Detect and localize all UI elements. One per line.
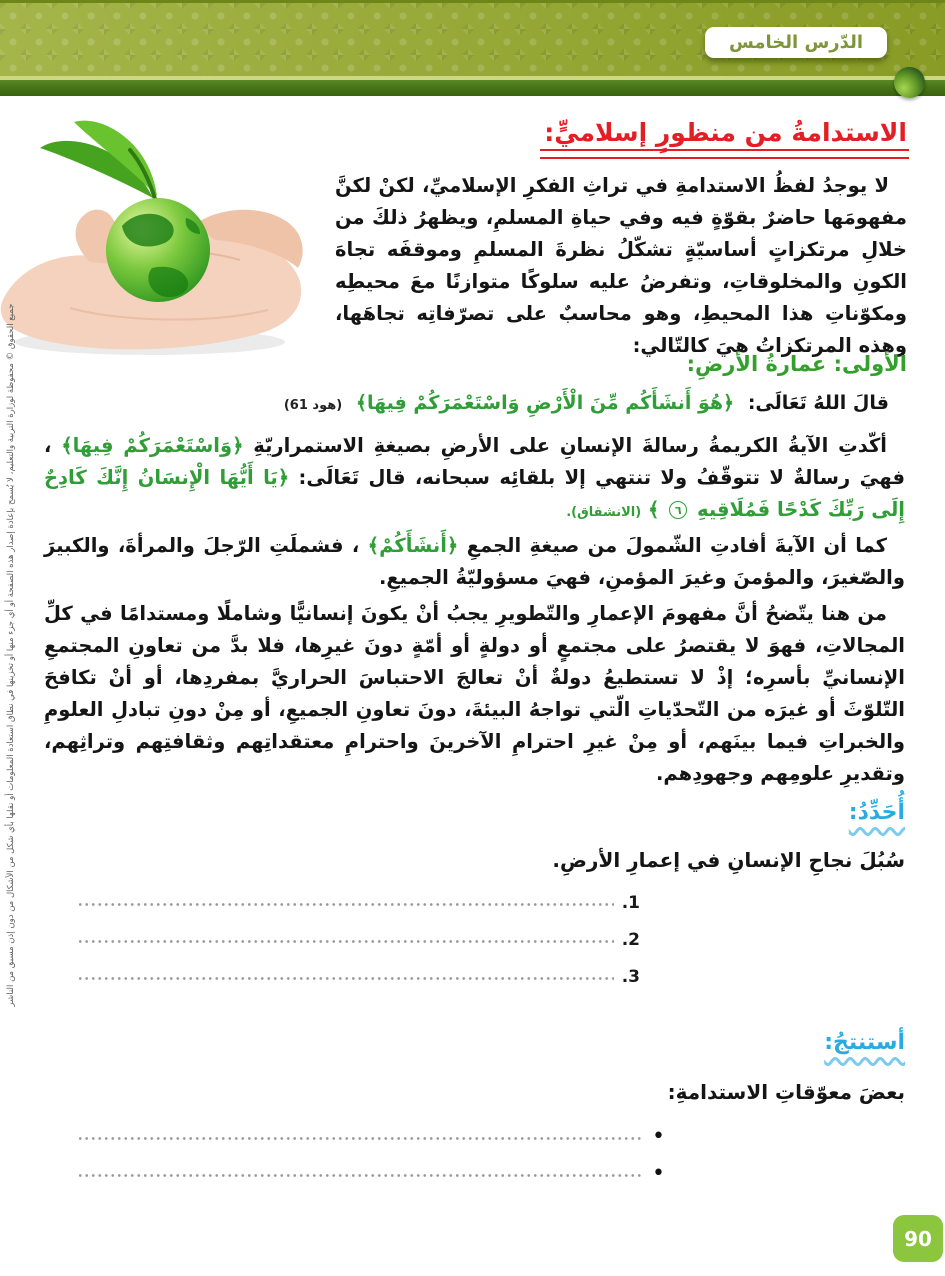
verse-reference-hud: (هود 61)	[283, 398, 343, 413]
paragraph-inclusiveness	[44, 530, 905, 594]
answer-number: 2.	[621, 930, 640, 950]
inline-verse: ﴿أَنشَأَكُمْ﴾	[367, 534, 459, 557]
header-dark-strip	[0, 80, 945, 96]
dotted-line	[77, 900, 614, 909]
paragraph-text: كما أن الآيةَ أفادتِ الشّمولَ من صيغةِ الجمعِ	[458, 534, 887, 557]
answer-line-bullet-2[interactable]	[75, 1159, 665, 1184]
verse-reference-inshiqaq: (الانشقاق).	[566, 504, 642, 520]
answer-line-2[interactable]	[75, 925, 640, 950]
answer-line-3[interactable]	[75, 962, 640, 987]
page-title: الاستدامةُ من منظورٍ إسلاميٍّ:	[544, 118, 907, 153]
answer-line-bullet-1[interactable]	[75, 1122, 665, 1147]
intro-paragraph: لا يوجدُ لفظُ الاستدامةِ في تراثِ الفكرِ الإسلاميِّ، لكنْ لكنَّ مفهومَها حاضرٌ بقوّةٍ فيه وفي حياةِ المسلمِ، ويظهرُ ذلكَ من خلالِ مرتكزاتٍ أساسيّةٍ تشكّلُ نظرةَ المسلمِ وموقفَه تجاهَ الكونِ والمخلوقاتِ، وتفرضُ عليه سلوكًا متوازنًا معَ محيطِه ومكوّناتِ هذا المحيطِ، وهو محاسبٌ على تصرّفاتِه تجاهَها، وهذه المرتكزاتُ هيَ كالتّالي:	[335, 174, 907, 357]
quran-citation-line	[277, 392, 889, 414]
determine-prompt: سُبُلَ نجاحِ الإنسانِ في إعمارِ الأرضِ.	[552, 848, 905, 872]
section-heading: الأولى: عمارةُ الأرضِ:	[686, 352, 907, 376]
ayah-number-marker: ٦	[669, 501, 687, 519]
dotted-line	[77, 1171, 644, 1180]
copyright-vertical-text: جميع الحقوق © محفوظة لوزارة التربية والتعليم، لا يُسمح بإعادة إصدار هذه الصفحة أو أي جزء منها أو تخزينها في نطاق استعادة المعلومات أو نقلها بأي شكل من الأشكال من دون إذن مسبق من الناشر	[6, 303, 16, 1007]
conclude-prompt: بعضَ معوّقاتِ الاستدامةِ:	[667, 1080, 905, 1104]
inline-verse: ﴿يَا أَيُّهَا الْإِنسَانُ إِنَّكَ كَادِحٌ إِلَى رَبِّكَ كَدْحًا فَمُلَاقِيهِ	[44, 465, 905, 521]
paragraph-cooperation: من هنا يتّضحُ أنَّ مفهومَ الإعمارِ والتّطويرِ يجبُ أنْ يكونَ إنسانيًّا وشاملًا ومستدامًا في كلِّ المجالاتِ، فهوَ لا يقتصرُ على مجتمعٍ أو دولةٍ أو أمّةٍ دونَ غيرِها، فلا بدَّ من تعاونِ المجتمعِ الإنسانيِّ بأسرِه؛ إذْ لا تستطيعُ دولةٌ أنْ تعالجَ الاحتباسَ الحراريَّ بمفردِها، أو أنْ تكافحَ التّلوّثَ أو غيرَه من التّحدّياتِ الّتي تواجهُ البيئةَ، دونَ تعاونِ الجميعِ، أو مِنْ دونِ تبادلِ العلومِ والخبراتِ فيما بينَهم، أو مِنْ غيرِ احترامِ الآخرينَ واحترامِ معتقداتِهم وثقافتِهم وتراثِهم، وتقديرِ علومِهم وجهودِهم.	[44, 602, 905, 785]
inline-verse: ﴿وَاسْتَعْمَرَكُمْ فِيهَا﴾	[61, 434, 244, 457]
qala-label: قالَ اللهُ تَعَالَى:	[747, 392, 889, 414]
page-number-badge: 90	[893, 1215, 943, 1262]
dotted-line	[77, 974, 614, 983]
verse-close-bracket: ﴾	[647, 497, 660, 521]
answer-line-1[interactable]	[75, 888, 640, 913]
paragraph-text: ، فشملَتِ الرّجلَ والمرأةَ، والكبيرَ والصّغيرَ، والمؤمنَ وغيرَ المؤمنِ، فهيَ مسؤوليّةُ الجميعِ.	[44, 534, 905, 589]
conclude-answer-lines	[75, 1122, 665, 1196]
bullet-marker: •	[652, 1161, 665, 1186]
paragraph-text: أكّدتِ الآيةُ الكريمةُ رسالةَ الإنسانِ على الأرضِ بصيغةِ الاستمراريّةِ	[243, 434, 887, 457]
answer-number: 3.	[621, 967, 640, 987]
determine-heading: أُحَدِّدُ:	[848, 800, 905, 825]
conclude-heading: أستنتجُ:	[824, 1030, 905, 1055]
answer-number: 1.	[621, 893, 640, 913]
dotted-line	[77, 937, 614, 946]
lesson-badge: الدّرس الخامس	[705, 27, 887, 58]
quran-verse: ﴿هُوَ أَنشَأَكُم مِّنَ الْأَرْضِ وَاسْتَعْمَرَكُمْ فِيهَا﴾	[355, 392, 735, 414]
determine-answer-lines	[75, 888, 640, 999]
paragraph-text: ، فهيَ رسالةٌ لا تتوقّفُ ولا تنتهي إلا بلقائِه سبحانه، قال تَعَالَى:	[44, 434, 905, 489]
dotted-line	[77, 1134, 644, 1143]
bullet-marker: •	[652, 1124, 665, 1149]
globe-corner-icon	[894, 67, 925, 98]
paragraph-continuity	[44, 430, 905, 526]
hands-globe-image	[0, 112, 315, 357]
